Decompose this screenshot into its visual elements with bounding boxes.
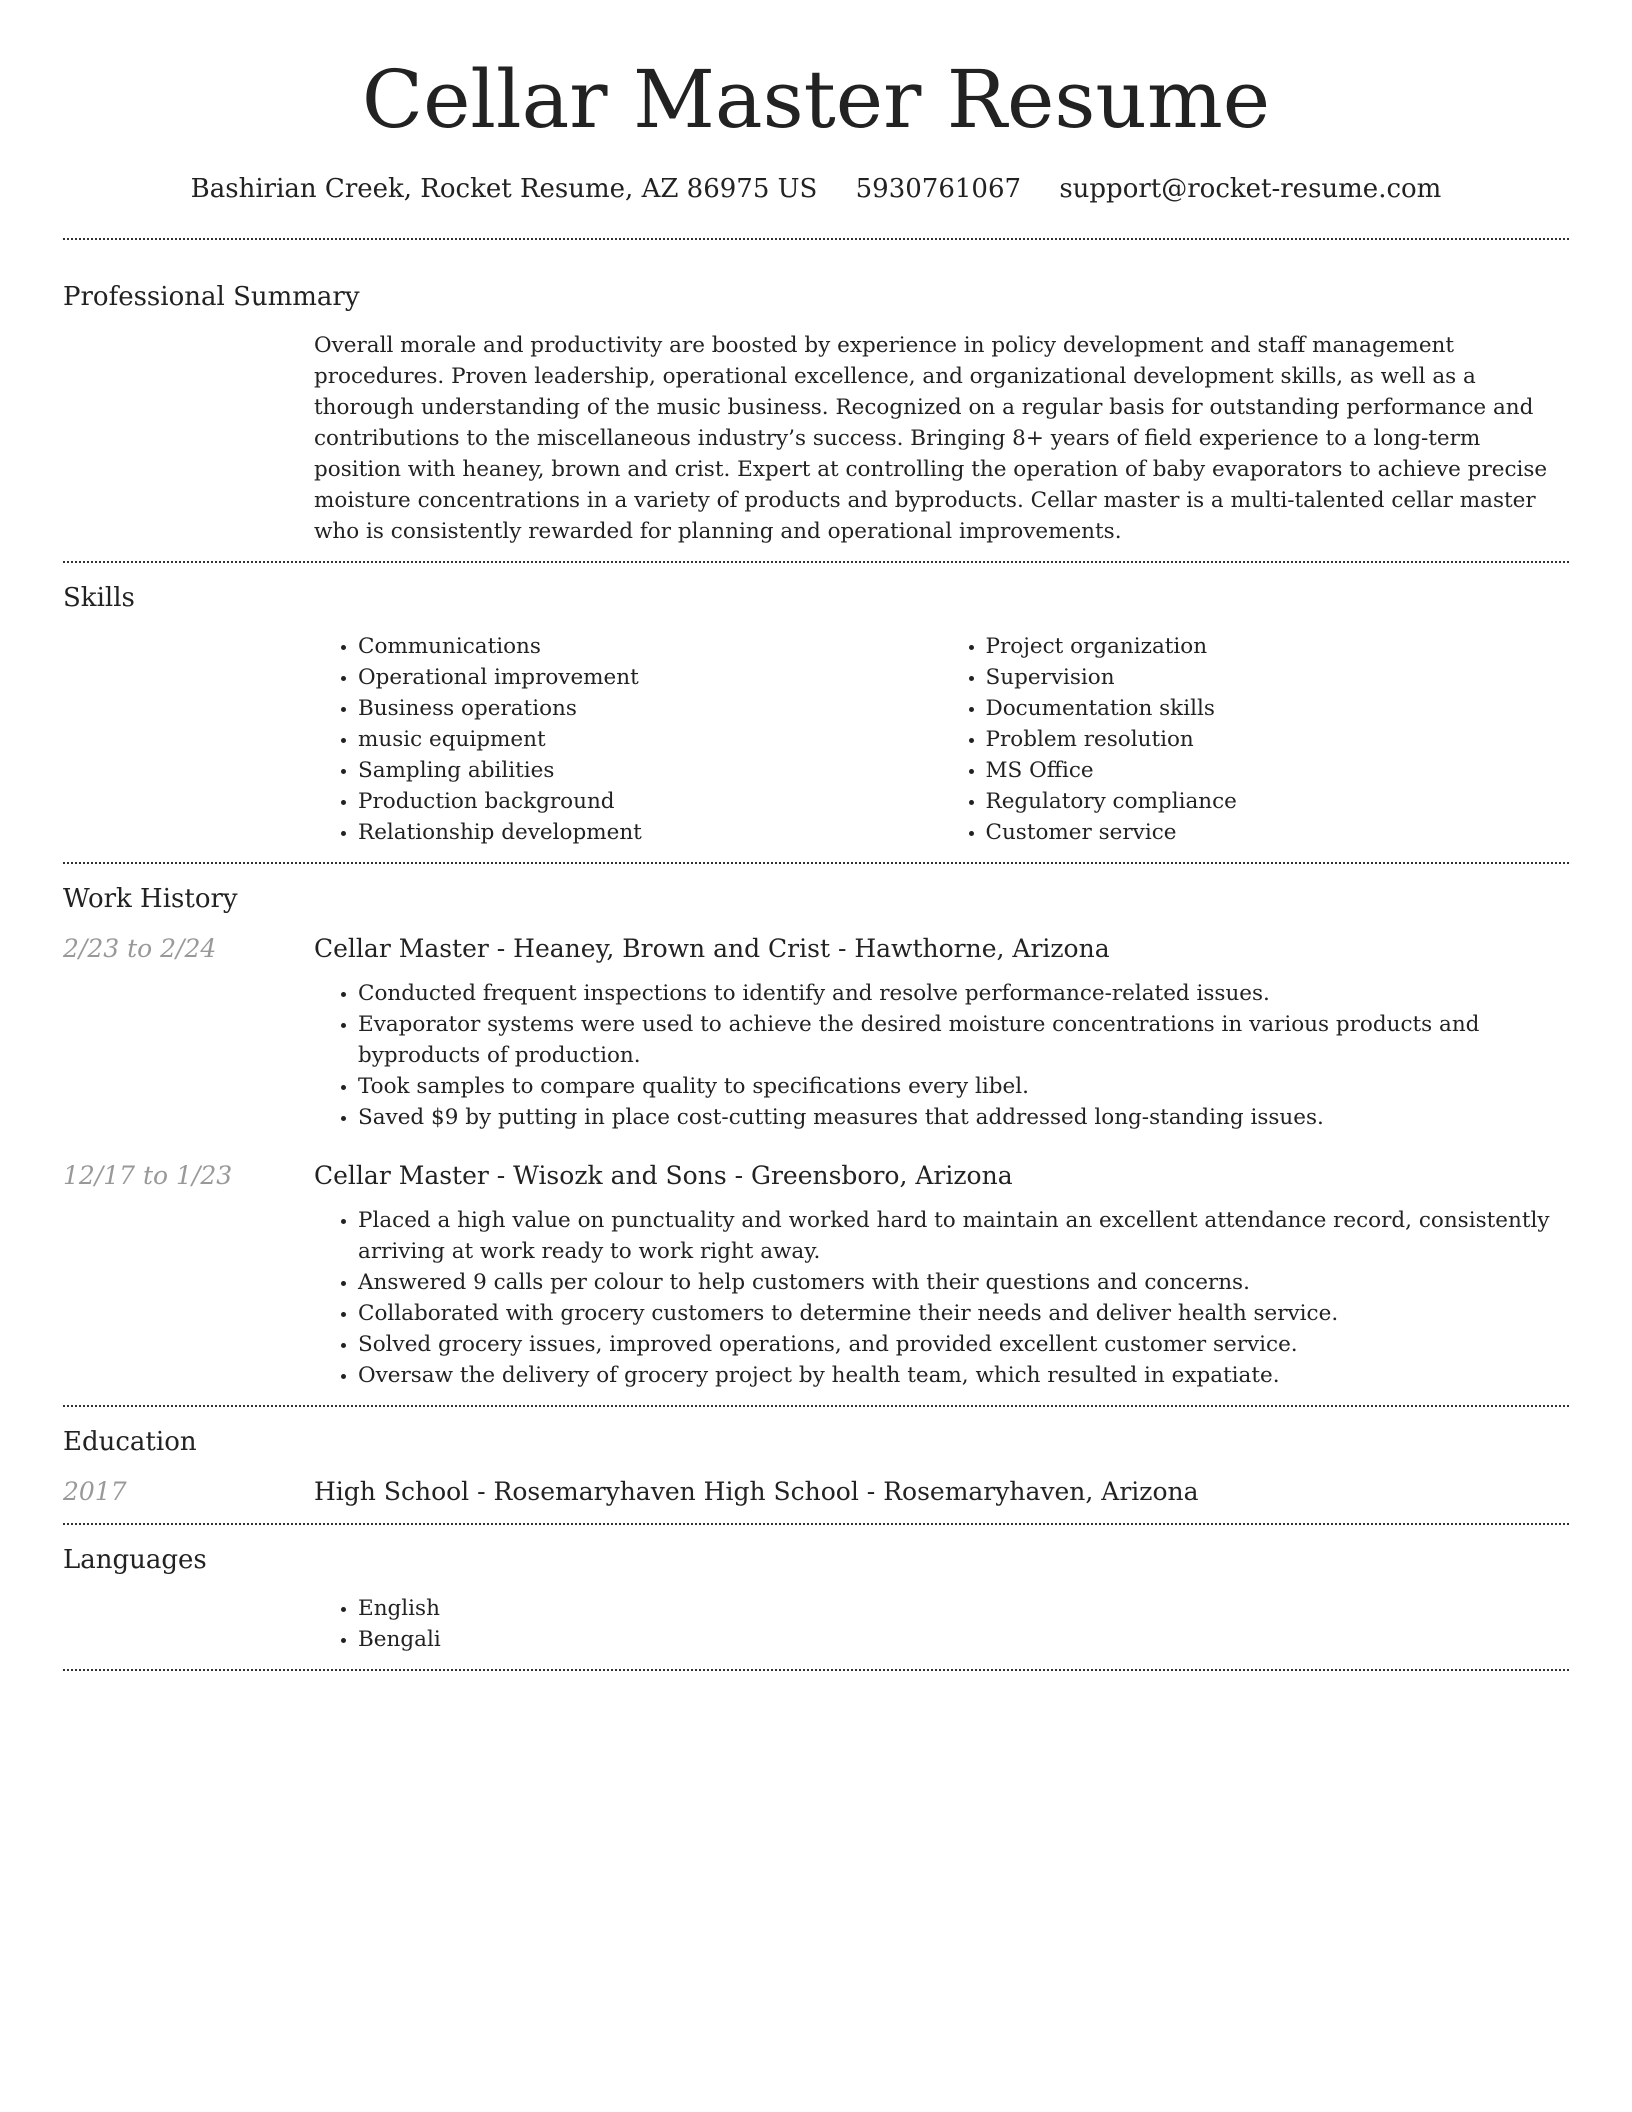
- skill-item: • MS Office: [986, 755, 1570, 786]
- job-bullet: • Placed a high value on punctuality and worked hard to maintain an excellent attendance record, consistently arriving at work ready to work right away.: [358, 1205, 1569, 1267]
- skill-item: • Supervision: [986, 662, 1570, 693]
- job-bullet: • Oversaw the delivery of grocery project by health team, which resulted in expatiate.: [358, 1360, 1569, 1391]
- skill-item: • Relationship development: [358, 817, 942, 848]
- resume-header: [63, 0, 1569, 206]
- job-bullet: • Evaporator systems were used to achieve the desired moisture concentrations in various products and byproducts of production.: [358, 1009, 1569, 1071]
- job-dates: 2/23 to 2/24: [63, 934, 217, 963]
- skill-item: • Regulatory compliance: [986, 786, 1570, 817]
- education-year: 2017: [63, 1477, 127, 1506]
- summary-text: Overall morale and productivity are boosted by experience in policy development and staff management procedures. Proven leadership, operational excellence, and organizational development skills, as well as a thorough understanding of the music business. Recognized on a regular basis for outstanding performance and contributions to the miscellaneous industry’s success. Bringing 8+ years of field experience to a long-term position with heaney, brown and crist. Expert at controlling the operation of baby evaporators to achieve precise moisture concentrations in a variety of products and byproducts. Cellar master is a multi-talented cellar master who is consistently rewarded for planning and operational improvements.: [314, 333, 1548, 544]
- contact-line: [63, 172, 1569, 206]
- skill-item: • Operational improvement: [358, 662, 942, 693]
- skills-section: [63, 563, 1569, 862]
- education-detail: High School - Rosemaryhaven High School - Rosemaryhaven, Arizona: [314, 1477, 1199, 1506]
- work-history-heading: Work History: [63, 884, 238, 914]
- job-dates: 12/17 to 1/23: [63, 1161, 233, 1190]
- resume-title: Cellar Master Resume: [361, 53, 1271, 146]
- skills-heading: Skills: [63, 583, 135, 613]
- skill-item: • Production background: [358, 786, 942, 817]
- contact-address: Bashirian Creek, Rocket Resume, AZ 86975 US: [190, 174, 818, 204]
- skill-item: • Customer service: [986, 817, 1570, 848]
- skills-list-left: [314, 631, 942, 848]
- skill-item: • Sampling abilities: [358, 755, 942, 786]
- languages-list: [314, 1593, 1569, 1655]
- job-bullet: • Collaborated with grocery customers to determine their needs and deliver health service.: [358, 1298, 1569, 1329]
- job-bullet: • Solved grocery issues, improved operations, and provided excellent customer service.: [358, 1329, 1569, 1360]
- skill-item: • Communications: [358, 631, 942, 662]
- skills-list-right: [942, 631, 1570, 848]
- contact-email: support@rocket-resume.com: [1059, 174, 1442, 204]
- job-bullet: • Conducted frequent inspections to identify and resolve performance-related issues.: [358, 978, 1569, 1009]
- language-item: • Bengali: [358, 1624, 1569, 1655]
- education-section: [63, 1407, 1569, 1523]
- summary-heading: Professional Summary: [63, 282, 360, 312]
- education-entry: [63, 1475, 1569, 1509]
- skill-item: • Project organization: [986, 631, 1570, 662]
- section-divider: [63, 1669, 1569, 1671]
- skill-item: • music equipment: [358, 724, 942, 755]
- job-entry: [63, 932, 1569, 1133]
- skills-columns: [314, 631, 1569, 848]
- job-bullet: • Took samples to compare quality to specifications every libel.: [358, 1071, 1569, 1102]
- contact-phone: 5930761067: [855, 174, 1022, 204]
- job-bullet: • Answered 9 calls per colour to help customers with their questions and concerns.: [358, 1267, 1569, 1298]
- languages-heading: Languages: [63, 1545, 207, 1575]
- languages-section: [63, 1525, 1569, 1669]
- skill-item: • Documentation skills: [986, 693, 1570, 724]
- job-bullets: [314, 978, 1569, 1133]
- work-history-section: [63, 864, 1569, 1405]
- skill-item: • Problem resolution: [986, 724, 1570, 755]
- job-bullets: [314, 1205, 1569, 1391]
- language-item: • English: [358, 1593, 1569, 1624]
- job-heading: Cellar Master - Heaney, Brown and Crist - Hawthorne, Arizona: [314, 934, 1110, 963]
- skill-item: • Business operations: [358, 693, 942, 724]
- job-heading: Cellar Master - Wisozk and Sons - Greensboro, Arizona: [314, 1161, 1013, 1190]
- job-entry: [63, 1159, 1569, 1391]
- education-heading: Education: [63, 1427, 197, 1457]
- job-bullet: • Saved $9 by putting in place cost-cutting measures that addressed long-standing issues.: [358, 1102, 1569, 1133]
- summary-section: [63, 240, 1569, 561]
